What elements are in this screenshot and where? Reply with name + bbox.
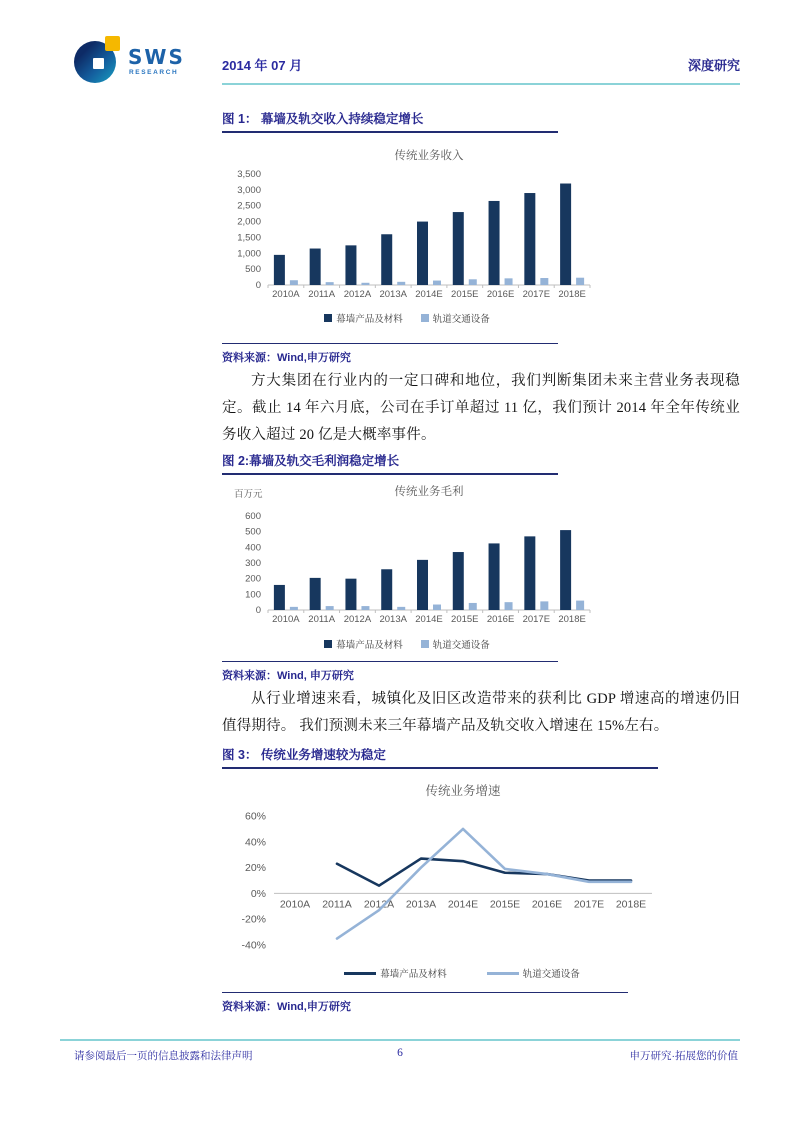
bar-series1: [453, 552, 464, 610]
bar-series1: [524, 536, 535, 610]
legend-item: [421, 637, 490, 651]
x-tick-label: 2011A: [308, 289, 336, 300]
x-tick-label: 2012A: [343, 614, 372, 625]
bar-series2: [326, 606, 334, 610]
x-tick-label: 2014E: [415, 614, 443, 625]
x-tick-label: 2017E: [522, 614, 551, 625]
figure3-line-chart: [222, 775, 662, 960]
legend-box-swatch: [324, 314, 332, 322]
x-tick-label: 2016E: [531, 898, 563, 911]
x-tick-label: 2016E: [486, 614, 515, 625]
bar-series1: [274, 585, 285, 610]
footer-divider: [60, 1039, 740, 1041]
figure3-title: 图 3： 传统业务增速较为稳定: [222, 745, 658, 769]
x-tick-label: 2015E: [451, 614, 479, 625]
x-tick-label: 2011A: [322, 898, 352, 911]
figure3-source: 资料来源：Wind,申万研究: [222, 992, 628, 1014]
legend-item: [344, 966, 447, 980]
bar-series2: [326, 282, 334, 285]
figure2-source: 资料来源：Wind, 申万研究: [222, 661, 558, 683]
x-tick-label: 2010A: [279, 898, 311, 911]
figure2: [222, 451, 740, 683]
bar-series1: [274, 255, 285, 285]
footer-slogan: 申万研究·拓展您的价值: [629, 1050, 738, 1062]
legend-item: [487, 966, 580, 980]
bar-series1: [489, 543, 500, 610]
bar-series2: [576, 601, 584, 610]
y-tick-label: 400: [245, 542, 261, 554]
bar-series1: [345, 245, 356, 285]
figure3-chart-area: [222, 775, 740, 980]
x-tick-label: 2010A: [272, 289, 300, 300]
sws-logo-yellow-square-icon: [105, 36, 120, 51]
bar-series2: [397, 607, 405, 610]
y-tick-label: 3,500: [237, 169, 261, 180]
y-tick-label: 2,500: [237, 200, 261, 212]
bar-series2: [433, 281, 441, 285]
bar-series1: [560, 530, 571, 610]
chart-title: 传统业务毛利: [394, 486, 464, 498]
x-tick-label: 2011A: [308, 614, 336, 625]
legend-label: 幕墙产品及材料: [336, 640, 403, 651]
x-tick-label: 2018E: [615, 898, 647, 911]
legend-label: 轨道交通设备: [432, 640, 490, 651]
bar-series2: [290, 280, 298, 285]
figure1-title: 图 1： 幕墙及轨交收入持续稳定增长: [222, 109, 558, 133]
figure3: [222, 745, 740, 1014]
legend-box-swatch: [421, 314, 429, 322]
logo-subtext: RESEARCH: [129, 69, 179, 76]
footer-disclaimer: 请参阅最后一页的信息披露和法律声明: [74, 1050, 253, 1062]
x-tick-label: 2015E: [451, 289, 479, 300]
bar-series1: [524, 193, 535, 285]
legend-label: 轨道交通设备: [432, 314, 490, 325]
figure1: [222, 109, 740, 365]
report-date: 2014 年 07 月: [222, 58, 303, 73]
bar-series2: [576, 278, 584, 285]
logo-text: SWS: [128, 45, 185, 69]
y-tick-label: 600: [245, 511, 261, 522]
bar-series1: [453, 212, 464, 285]
y-tick-label: 2,000: [237, 216, 261, 228]
y-tick-label: -40%: [241, 939, 266, 952]
figure1-bar-chart: [222, 145, 592, 303]
bar-series1: [310, 249, 321, 285]
y-axis-unit-label: 百万元: [234, 489, 263, 500]
y-tick-label: 100: [245, 589, 261, 601]
legend-item: [324, 311, 403, 325]
bar-series2: [540, 601, 548, 610]
figure1-chart-area: [222, 145, 740, 325]
x-tick-label: 2017E: [573, 898, 605, 911]
legend-box-swatch: [324, 640, 332, 648]
x-tick-label: 2014E: [447, 898, 479, 911]
figure2-title: 图 2:幕墙及轨交毛利润稳定增长: [222, 451, 558, 475]
bar-series2: [505, 602, 513, 610]
y-tick-label: 200: [245, 573, 261, 585]
y-tick-label: 0%: [250, 887, 266, 900]
x-tick-label: 2012A: [343, 289, 372, 300]
figure2-legend: [222, 637, 592, 651]
legend-item: [421, 311, 490, 325]
x-tick-label: 2010A: [272, 614, 300, 625]
figure2-bar-chart: [222, 483, 592, 633]
y-tick-label: 40%: [244, 836, 266, 849]
y-tick-label: -20%: [241, 913, 266, 926]
legend-label: 幕墙产品及材料: [336, 314, 403, 325]
bar-series2: [290, 607, 298, 610]
y-tick-label: 3,000: [237, 184, 261, 196]
figure1-source: 资料来源：Wind,申万研究: [222, 343, 558, 365]
body-paragraph-2: 从行业增速来看，城镇化及旧区改造带来的获利比 GDP 增速高的增速仍旧值得期待。 我们预测未来三年幕墙产品及轨交收入增速在 15%左右。: [222, 691, 740, 734]
y-tick-label: 1,500: [237, 232, 261, 244]
legend-item: [324, 637, 403, 651]
x-tick-label: 2015E: [489, 898, 521, 911]
sws-logo: [74, 36, 214, 88]
chart-title: 传统业务收入: [394, 150, 464, 162]
legend-line-swatch: [344, 972, 376, 975]
legend-label: 幕墙产品及材料: [380, 969, 447, 980]
bar-series2: [397, 282, 405, 285]
legend-line-swatch: [487, 972, 519, 975]
bar-series1: [560, 184, 571, 285]
bar-series2: [361, 283, 369, 285]
bar-series1: [345, 579, 356, 610]
figure1-legend: [222, 311, 592, 325]
bar-series2: [540, 278, 548, 285]
bar-series2: [505, 278, 513, 285]
legend-label: 轨道交通设备: [522, 969, 580, 980]
x-tick-label: 2016E: [486, 289, 515, 300]
x-tick-label: 2013A: [405, 898, 437, 911]
page-number: 6: [397, 1047, 403, 1059]
x-tick-label: 2018E: [558, 614, 586, 625]
bar-series1: [310, 578, 321, 610]
bar-series1: [489, 201, 500, 285]
bar-series2: [469, 603, 477, 610]
bar-series1: [417, 222, 428, 285]
legend-box-swatch: [421, 640, 429, 648]
x-tick-label: 2013A: [379, 614, 407, 625]
x-tick-label: 2018E: [558, 289, 586, 300]
y-tick-label: 300: [245, 558, 261, 569]
sws-logo-white-square-icon: [93, 58, 104, 69]
x-tick-label: 2013A: [379, 289, 407, 300]
y-tick-label: 60%: [244, 810, 266, 823]
figure2-chart-area: [222, 483, 740, 651]
y-tick-label: 500: [245, 264, 261, 276]
bar-series1: [381, 569, 392, 610]
x-tick-label: 2012A: [363, 898, 395, 911]
bar-series1: [381, 234, 392, 285]
y-tick-label: 1,000: [237, 248, 261, 260]
body-paragraph-1: 方大集团在行业内的一定口碑和地位，我们判断集团未来主营业务表现稳定。截止 14 年六月底，公司在手订单超过 11 亿，我们预计 2014 年全年传统业务收入超过 20 亿是大概率事件。: [222, 373, 740, 443]
y-tick-label: 20%: [244, 862, 266, 875]
y-tick-label: 500: [245, 526, 261, 538]
header-divider: [222, 83, 740, 85]
report-type-label: 深度研究: [687, 58, 740, 73]
bar-series2: [469, 279, 477, 285]
bar-series2: [433, 605, 441, 610]
bar-series2: [361, 606, 369, 610]
chart-title: 传统业务增速: [425, 784, 501, 798]
y-tick-label: 0: [255, 605, 261, 616]
figure3-legend: [242, 966, 682, 980]
y-tick-label: 0: [255, 280, 261, 291]
x-tick-label: 2017E: [522, 289, 551, 300]
x-tick-label: 2014E: [415, 289, 443, 300]
bar-series1: [417, 560, 428, 610]
